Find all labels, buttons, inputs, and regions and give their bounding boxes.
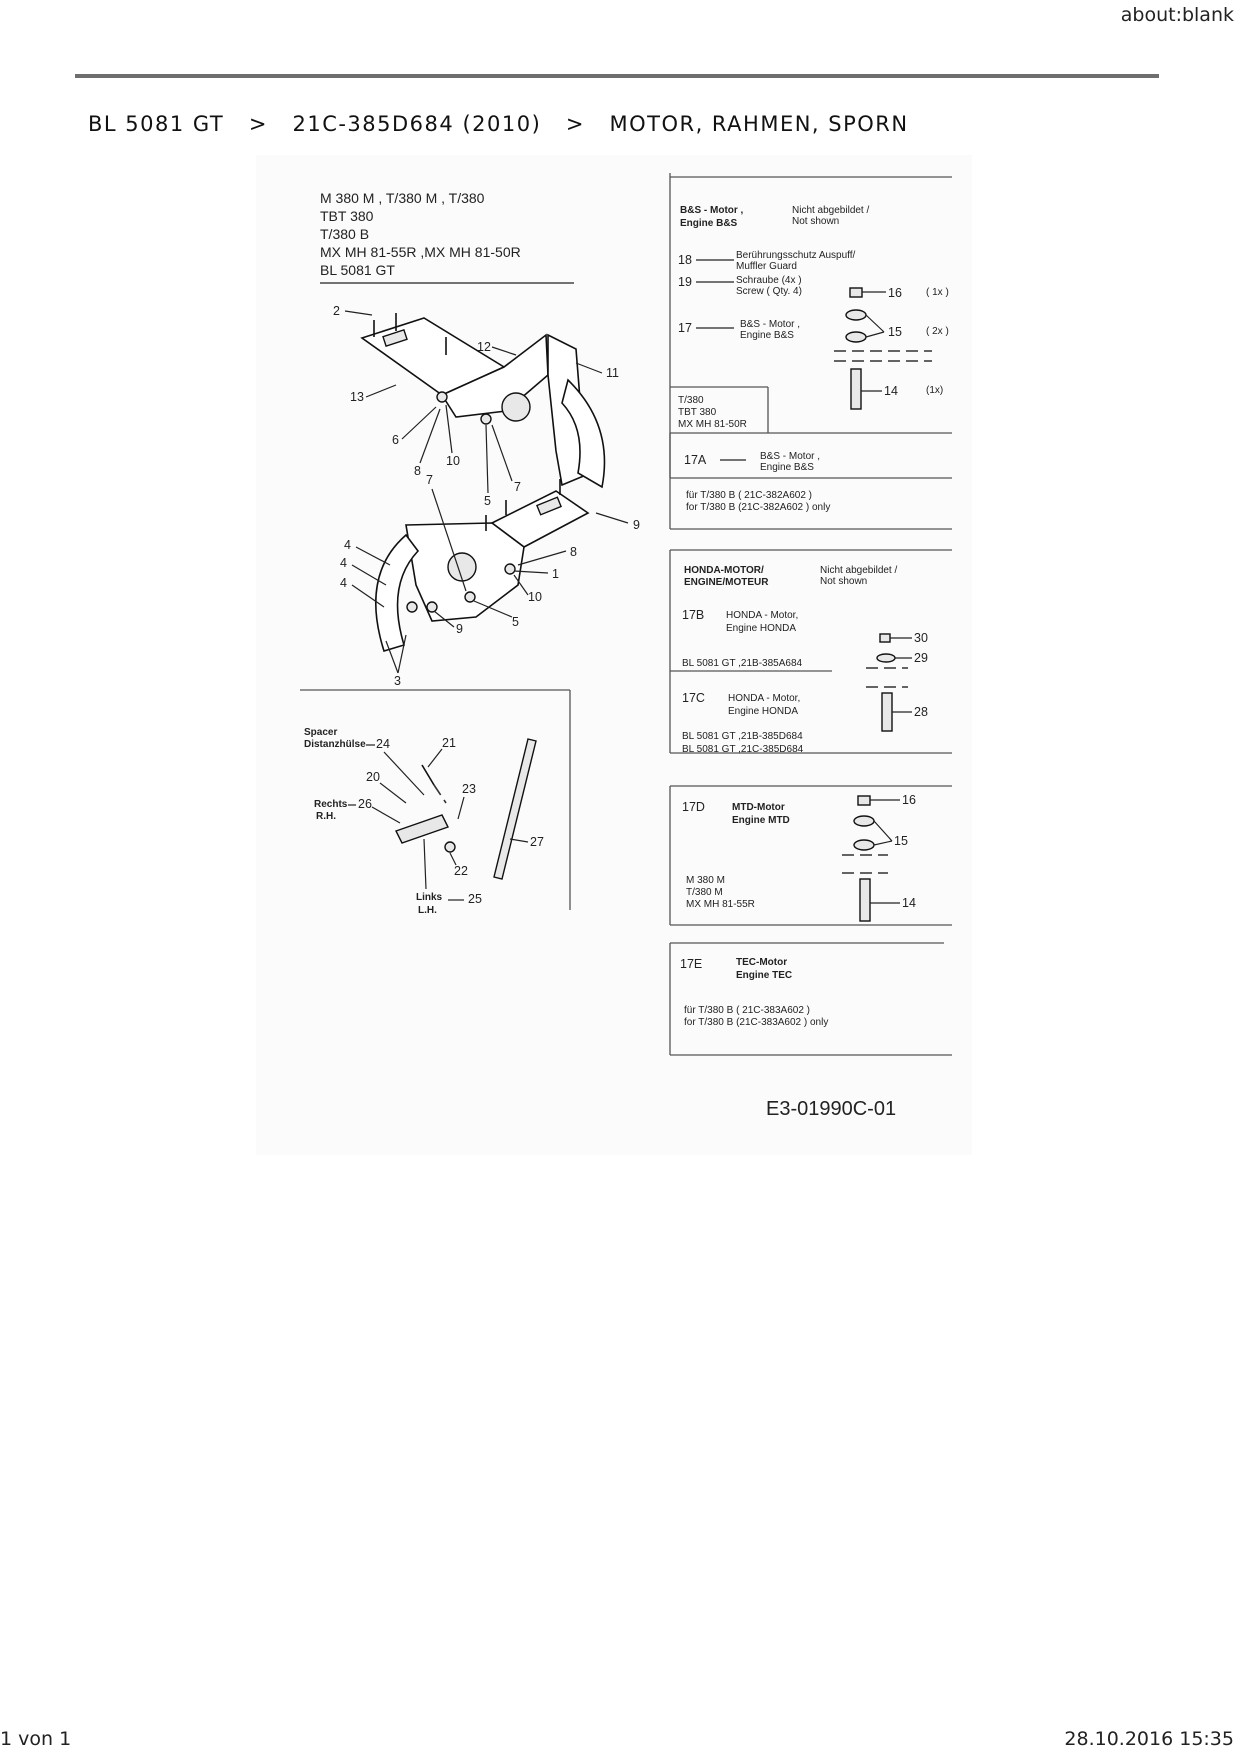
- panel-title: MTD-Motor: [732, 802, 785, 813]
- callout: 4: [340, 576, 347, 590]
- part-no: 17C: [682, 691, 705, 705]
- breadcrumb-separator-glyph: >: [248, 112, 268, 136]
- model-line: M 380 M , T/380 M , T/380: [320, 190, 485, 206]
- callout: 4: [344, 538, 351, 552]
- callout: 10: [446, 454, 460, 468]
- part-no: 18: [678, 253, 692, 267]
- breadcrumb: [88, 112, 909, 136]
- washer: [854, 840, 874, 850]
- hex-nut: [880, 634, 890, 642]
- callout: 20: [366, 770, 380, 784]
- part-desc: Screw ( Qty. 4): [736, 286, 802, 297]
- breadcrumb-item-model: BL 5081 GT: [88, 112, 225, 136]
- panel-title: Engine B&S: [680, 218, 738, 229]
- spur-plate: [396, 815, 448, 843]
- part-no: 17A: [684, 453, 707, 467]
- part-qty: ( 2x ): [926, 326, 949, 337]
- callout: 5: [484, 494, 491, 508]
- callout: 10: [528, 590, 542, 604]
- part-no: 30: [914, 631, 928, 645]
- part-no: 17B: [682, 608, 705, 622]
- model-line: MX MH 81-55R ,MX MH 81-50R: [320, 244, 521, 260]
- honda-engine-panel: [670, 550, 952, 755]
- breadcrumb-item-serial: 21C-385D684 (2010): [292, 112, 542, 136]
- callout: 1: [552, 567, 559, 581]
- spur-label: R.H.: [316, 811, 336, 822]
- part-desc: Engine B&S: [740, 330, 794, 341]
- panel-note: Nicht abgebildet /: [820, 565, 898, 576]
- callout: 8: [414, 464, 421, 478]
- spur-nut: [445, 842, 455, 852]
- part-desc: HONDA - Motor,: [728, 693, 801, 704]
- nut: [481, 414, 491, 424]
- callout: 8: [570, 545, 577, 559]
- callout: 9: [633, 518, 640, 532]
- callout: 23: [462, 782, 476, 796]
- part-desc: HONDA - Motor,: [726, 610, 799, 621]
- callout: 26: [358, 797, 372, 811]
- model-line: BL 5081 GT ,21C-385D684: [682, 744, 804, 755]
- part-no: 29: [914, 651, 928, 665]
- part-no: 15: [888, 325, 902, 339]
- browser-page-title: about:blank: [1120, 4, 1234, 26]
- spur-label: Distanzhülse: [304, 739, 366, 750]
- part-no: 15: [894, 834, 908, 848]
- frame-hole: [502, 393, 530, 421]
- hex-nut: [858, 796, 870, 805]
- callout: 7: [514, 480, 521, 494]
- panel-title: Engine TEC: [736, 970, 793, 981]
- part-note: für T/380 B ( 21C-383A602 ): [684, 1005, 810, 1016]
- frame-hole: [448, 553, 476, 581]
- model-list: [320, 190, 574, 283]
- model-line: M 380 M: [686, 875, 725, 886]
- breadcrumb-separator-glyph: >: [565, 112, 585, 136]
- p17a-panel: [670, 433, 952, 529]
- part-desc: Berührungsschutz Auspuff/: [736, 250, 856, 261]
- part-no: 17E: [680, 957, 703, 971]
- model-line: BL 5081 GT: [320, 262, 395, 278]
- part-no: 14: [902, 896, 916, 910]
- spur-bolt: [422, 765, 434, 785]
- callout: 21: [442, 736, 456, 750]
- part-qty: ( 1x ): [926, 287, 949, 298]
- frame-lower-drawing: [376, 479, 588, 651]
- panel-title: ENGINE/MOTEUR: [684, 577, 769, 588]
- panel-note: Not shown: [820, 576, 868, 587]
- part-no: 17D: [682, 800, 705, 814]
- part-no: 16: [902, 793, 916, 807]
- washer: [877, 654, 895, 662]
- bolt: [851, 369, 861, 409]
- callout: 7: [426, 473, 433, 487]
- callout: 25: [468, 892, 482, 906]
- page-counter: 1 von 1: [0, 1728, 72, 1750]
- callout: 27: [530, 835, 544, 849]
- callout: 24: [376, 737, 390, 751]
- callout: 4: [340, 556, 347, 570]
- model-line: TBT 380: [320, 208, 374, 224]
- part-desc: B&S - Motor ,: [740, 319, 801, 330]
- tec-engine-panel: [670, 943, 952, 1055]
- callout: 2: [333, 304, 340, 318]
- nut: [427, 602, 437, 612]
- print-timestamp: 28.10.2016 15:35: [1064, 1728, 1234, 1750]
- washer: [846, 332, 866, 342]
- part-desc: Engine B&S: [760, 462, 814, 473]
- spur-blade: [494, 739, 536, 879]
- nut: [505, 564, 515, 574]
- part-note: für T/380 B ( 21C-382A602 ): [686, 490, 812, 501]
- model-line: T/380 B: [320, 226, 370, 242]
- panel-title: HONDA-MOTOR/: [684, 565, 764, 576]
- spur-label: L.H.: [418, 905, 437, 916]
- model-line: MX MH 81-50R: [678, 419, 747, 430]
- callout: 9: [456, 622, 463, 636]
- model-line: BL 5081 GT ,21B-385D684: [682, 731, 803, 742]
- nut: [407, 602, 417, 612]
- callout: 6: [392, 433, 399, 447]
- part-no: 28: [914, 705, 928, 719]
- callout: 5: [512, 615, 519, 629]
- part-no: 16: [888, 286, 902, 300]
- part-desc: B&S - Motor ,: [760, 451, 821, 462]
- spur-bolt-axis: [434, 785, 446, 803]
- part-desc: Engine HONDA: [728, 706, 799, 717]
- part-note: for T/380 B (21C-383A602 ) only: [684, 1017, 829, 1028]
- model-line: T/380: [678, 395, 704, 406]
- part-desc: Schraube (4x ): [736, 275, 802, 286]
- model-line: TBT 380: [678, 407, 717, 418]
- callout: 3: [394, 674, 401, 688]
- header-divider: [75, 74, 1159, 78]
- spur-label: Links: [416, 892, 443, 903]
- part-no: 14: [884, 384, 898, 398]
- washer: [854, 816, 874, 826]
- panel-title: Engine MTD: [732, 815, 790, 826]
- part-desc: Muffler Guard: [736, 261, 797, 272]
- model-line: T/380 M: [686, 887, 723, 898]
- callout: 11: [606, 366, 619, 380]
- spur-label: Rechts: [314, 799, 348, 810]
- breadcrumb-item-assembly: MOTOR, RAHMEN, SPORN: [609, 112, 909, 136]
- frame-spur-guard: [376, 535, 418, 651]
- spur-label: Spacer: [304, 727, 338, 738]
- mtd-engine-panel: [670, 786, 952, 925]
- part-no: 19: [678, 275, 692, 289]
- hex-nut: [850, 288, 862, 297]
- callout: 22: [454, 864, 468, 878]
- part-no: 17: [678, 321, 692, 335]
- callout: 12: [477, 340, 491, 354]
- model-line: BL 5081 GT ,21B-385A684: [682, 658, 803, 669]
- diagram-code: E3-01990C-01: [766, 1098, 897, 1120]
- bolt: [465, 592, 475, 602]
- bolt: [437, 392, 447, 402]
- model-line: MX MH 81-55R: [686, 899, 755, 910]
- panel-note: Nicht abgebildet /: [792, 205, 870, 216]
- part-desc: Engine HONDA: [726, 623, 797, 634]
- breadcrumb-separator: [232, 112, 248, 136]
- bolt: [860, 879, 870, 921]
- spur-detail: [300, 690, 570, 916]
- panel-title: TEC-Motor: [736, 957, 788, 968]
- panel-note: Not shown: [792, 216, 840, 227]
- callout: 13: [350, 390, 364, 404]
- part-note: for T/380 B (21C-382A602 ) only: [686, 502, 831, 513]
- bolt: [882, 693, 892, 731]
- parts-diagram: [256, 155, 972, 1155]
- washer: [846, 310, 866, 320]
- bs-engine-panel: [670, 173, 952, 478]
- part-qty: (1x): [926, 385, 944, 396]
- panel-title: B&S - Motor ,: [680, 205, 744, 216]
